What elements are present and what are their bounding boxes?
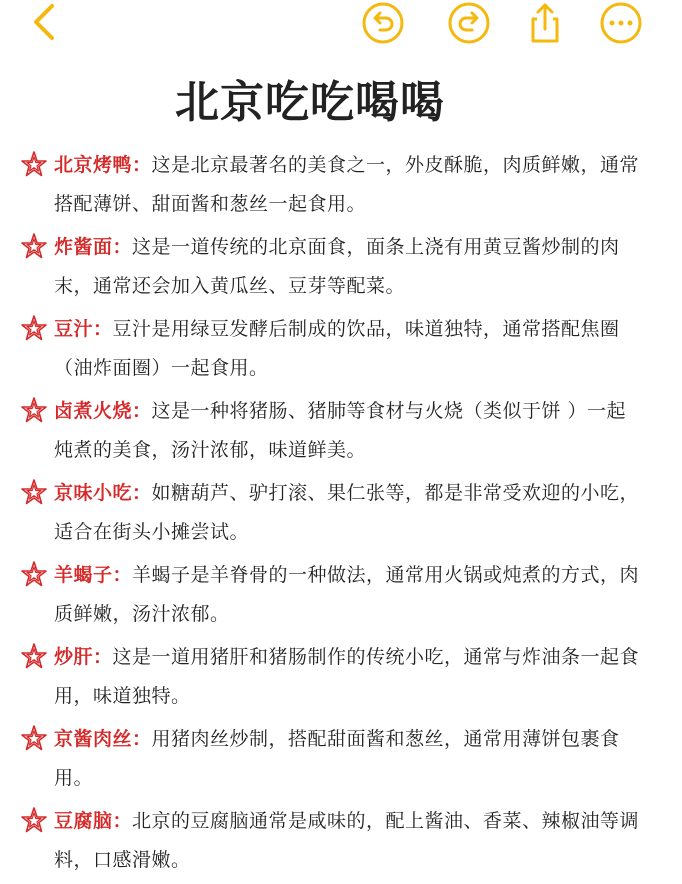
- star-icon: [20, 150, 48, 178]
- item-text[interactable]: [54, 474, 642, 552]
- item-text[interactable]: [54, 310, 642, 388]
- item-text[interactable]: [54, 146, 642, 224]
- item-description: 北京的豆腐脑通常是咸味的，配上酱油、香菜、辣椒油等调料，口感滑嫩。: [54, 810, 640, 871]
- item-name: 京味小吃：: [54, 482, 152, 504]
- food-list: [0, 146, 682, 884]
- chevron-left-icon: [24, 0, 68, 44]
- list-item: [0, 474, 682, 552]
- item-name: 炒肝：: [54, 646, 113, 668]
- item-description: 豆汁是用绿豆发酵后制成的饮品，味道独特，通常搭配焦圈（油炸面圈）一起食用。: [54, 318, 620, 379]
- item-name: 豆腐脑：: [54, 810, 133, 832]
- list-item: [0, 146, 682, 224]
- star-icon: [20, 642, 48, 670]
- list-item: [0, 802, 682, 880]
- list-item: [0, 392, 682, 470]
- item-description: 用猪肉丝炒制，搭配甜面酱和葱丝，通常用薄饼包裹食用。: [54, 728, 620, 789]
- star-icon: [20, 232, 48, 260]
- item-description: 如糖葫芦、驴打滚、果仁张等，都是非常受欢迎的小吃，适合在街头小摊尝试。: [54, 482, 640, 543]
- item-name: 卤煮火烧：: [54, 400, 152, 422]
- item-description: 这是一道传统的北京面食，面条上浇有用黄豆酱炒制的肉末，通常还会加入黄瓜丝、豆芽等配菜。: [54, 236, 620, 297]
- item-description: 这是一道用猪肝和猪肠制作的传统小吃，通常与炸油条一起食用，味道独特。: [54, 646, 640, 707]
- item-text[interactable]: [54, 720, 642, 798]
- item-text[interactable]: [54, 556, 642, 634]
- star-icon: [20, 560, 48, 588]
- undo-button[interactable]: [360, 0, 406, 46]
- item-description: 羊蝎子是羊脊骨的一种做法，通常用火锅或炖煮的方式，肉质鲜嫩，汤汁浓郁。: [54, 564, 640, 625]
- toolbar: [0, 0, 682, 58]
- back-button[interactable]: [24, 0, 68, 44]
- item-text[interactable]: [54, 392, 642, 470]
- list-item: [0, 228, 682, 306]
- share-button[interactable]: [522, 0, 568, 46]
- item-text[interactable]: [54, 228, 642, 306]
- more-icon: [599, 1, 643, 45]
- item-name: 北京烤鸭：: [54, 154, 152, 176]
- star-icon: [20, 314, 48, 342]
- star-icon: [20, 806, 48, 834]
- star-icon: [20, 478, 48, 506]
- redo-icon: [447, 1, 491, 45]
- redo-button[interactable]: [446, 0, 492, 46]
- item-name: 炸酱面：: [54, 236, 133, 258]
- list-item: [0, 556, 682, 634]
- item-name: 京酱肉丝：: [54, 728, 152, 750]
- item-text[interactable]: [54, 802, 642, 880]
- more-button[interactable]: [598, 0, 644, 46]
- share-icon: [523, 1, 567, 45]
- star-icon: [20, 396, 48, 424]
- list-item: [0, 310, 682, 388]
- star-icon: [20, 724, 48, 752]
- item-name: 羊蝎子：: [54, 564, 133, 586]
- item-name: 豆汁：: [54, 318, 113, 340]
- list-item: [0, 638, 682, 716]
- page-title: 北京吃吃喝喝: [175, 77, 445, 128]
- item-description: 这是一种将猪肠、猪肺等食材与火烧（类似于饼 ）一起炖煮的美食，汤汁浓郁，味道鲜美。: [54, 400, 627, 461]
- undo-icon: [361, 1, 405, 45]
- item-description: 这是北京最著名的美食之一，外皮酥脆，肉质鲜嫩，通常搭配薄饼、甜面酱和葱丝一起食用。: [54, 154, 640, 215]
- list-item: [0, 720, 682, 798]
- item-text[interactable]: [54, 638, 642, 716]
